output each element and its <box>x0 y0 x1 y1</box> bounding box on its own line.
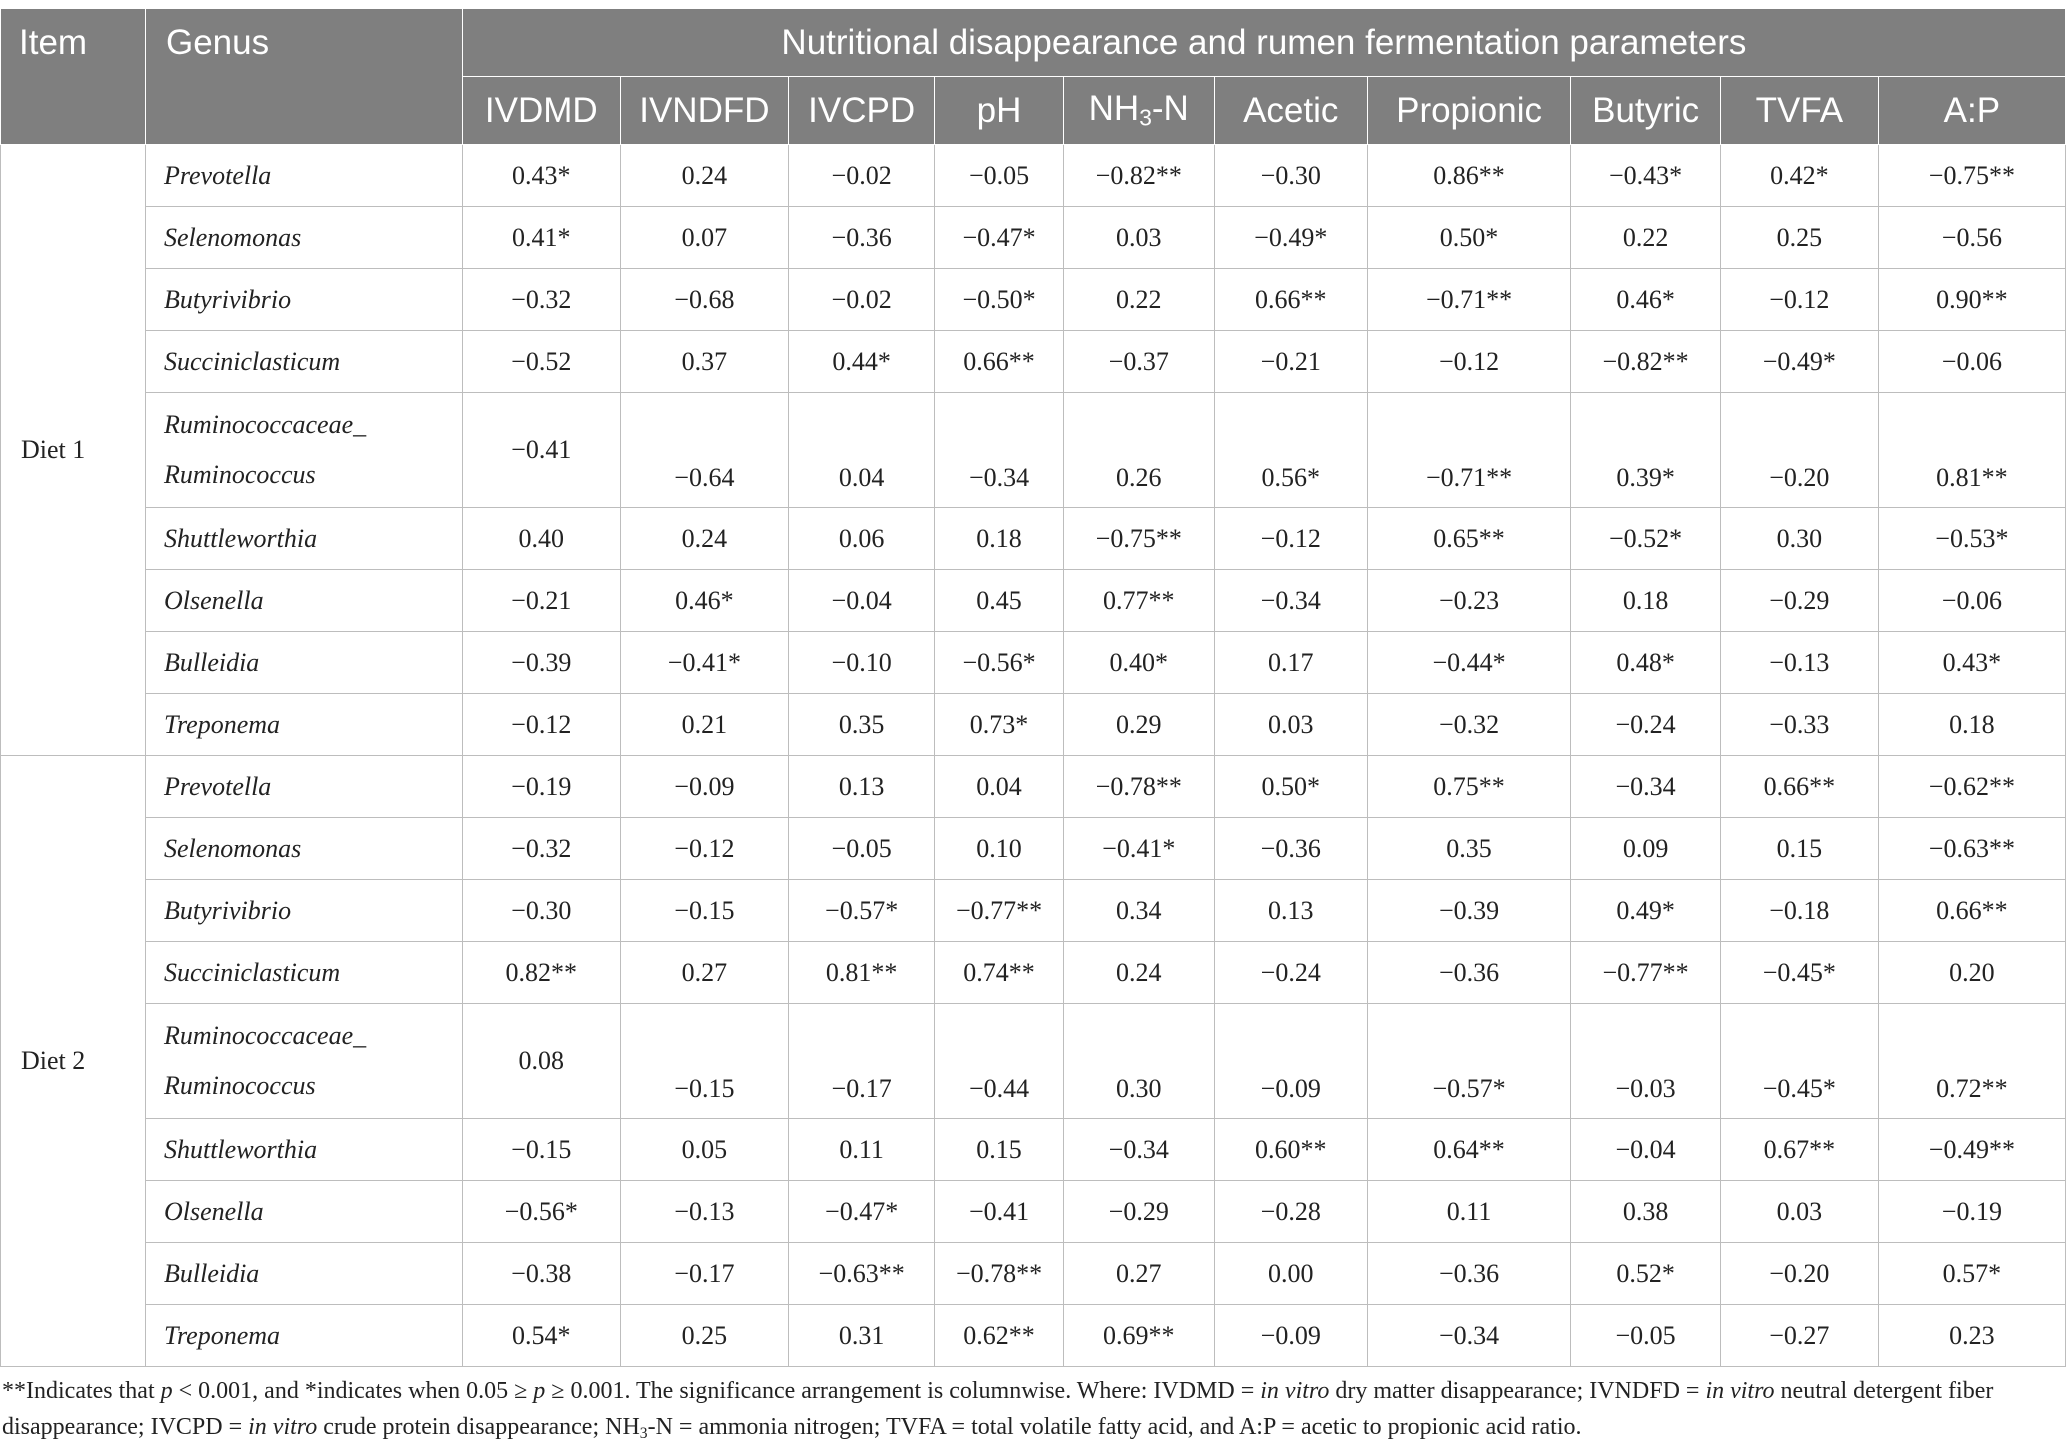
value-cell-ivdmd: 0.82** <box>462 942 620 1004</box>
value-cell-tvfa: −0.13 <box>1720 632 1878 694</box>
value-cell-propionic: 0.11 <box>1367 1181 1570 1243</box>
value-cell-nh3n: 0.24 <box>1063 942 1214 1004</box>
value-cell-ivcpd: 0.06 <box>789 508 935 570</box>
value-cell-ivndfd: −0.13 <box>620 1181 788 1243</box>
value-cell-ivndfd: 0.25 <box>620 1305 788 1367</box>
value-cell-ivdmd: −0.15 <box>462 1119 620 1181</box>
value-cell-propionic: −0.34 <box>1367 1305 1570 1367</box>
value-cell-ph: −0.50* <box>935 269 1064 331</box>
value-cell-butyric: 0.46* <box>1571 269 1721 331</box>
value-cell-propionic: −0.23 <box>1367 570 1570 632</box>
table-row <box>1 269 2066 331</box>
value-cell-ap: −0.56 <box>1878 207 2065 269</box>
table-row <box>1 1243 2066 1305</box>
value-cell-ivdmd: −0.21 <box>462 570 620 632</box>
value-cell-ivdmd: −0.41 <box>462 393 620 508</box>
value-cell-ap: −0.62** <box>1878 756 2065 818</box>
value-cell-nh3n: −0.41* <box>1063 818 1214 880</box>
value-cell-acetic: 0.13 <box>1214 880 1367 942</box>
genus-cell: Butyrivibrio <box>145 269 462 331</box>
value-cell-ivndfd: 0.24 <box>620 508 788 570</box>
value-cell-ivcpd: −0.63** <box>789 1243 935 1305</box>
value-cell-butyric: 0.48* <box>1571 632 1721 694</box>
value-cell-tvfa: −0.20 <box>1720 393 1878 508</box>
value-cell-ph: 0.18 <box>935 508 1064 570</box>
value-cell-propionic: −0.12 <box>1367 331 1570 393</box>
value-cell-butyric: 0.18 <box>1571 570 1721 632</box>
value-cell-ap: 0.57* <box>1878 1243 2065 1305</box>
value-cell-ivndfd: −0.15 <box>620 1004 788 1119</box>
genus-cell: Olsenella <box>145 570 462 632</box>
value-cell-ivcpd: −0.36 <box>789 207 935 269</box>
value-cell-butyric: −0.77** <box>1571 942 1721 1004</box>
value-cell-ivcpd: 0.31 <box>789 1305 935 1367</box>
table-row <box>1 570 2066 632</box>
value-cell-acetic: −0.24 <box>1214 942 1367 1004</box>
value-cell-nh3n: −0.78** <box>1063 756 1214 818</box>
value-cell-nh3n: −0.29 <box>1063 1181 1214 1243</box>
value-cell-acetic: −0.30 <box>1214 145 1367 207</box>
value-cell-ap: 0.43* <box>1878 632 2065 694</box>
value-cell-ivndfd: 0.07 <box>620 207 788 269</box>
value-cell-ap: −0.06 <box>1878 331 2065 393</box>
value-cell-ivcpd: −0.57* <box>789 880 935 942</box>
value-cell-acetic: −0.12 <box>1214 508 1367 570</box>
value-cell-nh3n: −0.37 <box>1063 331 1214 393</box>
value-cell-ap: 0.90** <box>1878 269 2065 331</box>
value-cell-ivcpd: 0.11 <box>789 1119 935 1181</box>
genus-cell: Selenomonas <box>145 818 462 880</box>
value-cell-butyric: −0.04 <box>1571 1119 1721 1181</box>
genus-cell: Succiniclasticum <box>145 942 462 1004</box>
diet-group-label: Diet 2 <box>1 756 146 1367</box>
value-cell-ivndfd: −0.09 <box>620 756 788 818</box>
value-cell-tvfa: −0.45* <box>1720 942 1878 1004</box>
value-cell-ph: −0.05 <box>935 145 1064 207</box>
table-row <box>1 331 2066 393</box>
table-footnote: **Indicates that p < 0.001, and *indicates when 0.05 ≥ p ≥ 0.001. The significance arrangement is columnwise. Where: IVDMD = in vitro dry matter disappearance; IVNDFD = in vitro neutral detergent fiber disappearance; IVCPD = in vitro crude protein disappearance; $NH_3-N$ = ammonia nitrogen; TVFA = total volatile fatty acid, and A:P = acetic to propionic acid ratio. <box>2 1378 1994 1442</box>
value-cell-ivdmd: −0.12 <box>462 694 620 756</box>
value-cell-butyric: −0.05 <box>1571 1305 1721 1367</box>
header-col-ph: pH <box>935 77 1064 145</box>
value-cell-ivndfd: 0.37 <box>620 331 788 393</box>
value-cell-acetic: −0.36 <box>1214 818 1367 880</box>
value-cell-ivcpd: −0.47* <box>789 1181 935 1243</box>
genus-cell <box>145 1004 462 1119</box>
value-cell-ivndfd: −0.17 <box>620 1243 788 1305</box>
value-cell-ivcpd: −0.10 <box>789 632 935 694</box>
header-col-acetic: Acetic <box>1214 77 1367 145</box>
value-cell-ivdmd: −0.52 <box>462 331 620 393</box>
value-cell-tvfa: 0.67** <box>1720 1119 1878 1181</box>
genus-name-line1: Ruminococcaceae_ <box>163 1021 367 1050</box>
value-cell-ivdmd: −0.39 <box>462 632 620 694</box>
value-cell-nh3n: 0.03 <box>1063 207 1214 269</box>
value-cell-ap: 0.66** <box>1878 880 2065 942</box>
value-cell-ap: 0.81** <box>1878 393 2065 508</box>
value-cell-ivndfd: −0.41* <box>620 632 788 694</box>
value-cell-propionic: 0.65** <box>1367 508 1570 570</box>
genus-cell: Succiniclasticum <box>145 331 462 393</box>
value-cell-nh3n: −0.82** <box>1063 145 1214 207</box>
value-cell-ivndfd: 0.24 <box>620 145 788 207</box>
value-cell-ivcpd: 0.04 <box>789 393 935 508</box>
value-cell-nh3n: 0.30 <box>1063 1004 1214 1119</box>
value-cell-tvfa: 0.03 <box>1720 1181 1878 1243</box>
value-cell-ivndfd: −0.15 <box>620 880 788 942</box>
value-cell-butyric: −0.03 <box>1571 1004 1721 1119</box>
genus-name-line2: Ruminococcus <box>163 460 316 489</box>
table-row <box>1 694 2066 756</box>
table-row <box>1 1181 2066 1243</box>
value-cell-ph: −0.41 <box>935 1181 1064 1243</box>
value-cell-ap: −0.75** <box>1878 145 2065 207</box>
value-cell-acetic: −0.09 <box>1214 1305 1367 1367</box>
value-cell-ph: 0.73* <box>935 694 1064 756</box>
genus-cell: Bulleidia <box>145 632 462 694</box>
value-cell-acetic: −0.28 <box>1214 1181 1367 1243</box>
value-cell-acetic: −0.34 <box>1214 570 1367 632</box>
value-cell-butyric: 0.38 <box>1571 1181 1721 1243</box>
value-cell-tvfa: −0.27 <box>1720 1305 1878 1367</box>
table-body <box>1 145 2066 1367</box>
value-cell-ivcpd: −0.17 <box>789 1004 935 1119</box>
header-group-title: Nutritional disappearance and rumen fermentation parameters <box>462 9 2065 77</box>
value-cell-ph: −0.44 <box>935 1004 1064 1119</box>
value-cell-ivndfd: 0.27 <box>620 942 788 1004</box>
value-cell-ph: −0.78** <box>935 1243 1064 1305</box>
value-cell-ivdmd: 0.43* <box>462 145 620 207</box>
header-col-tvfa: TVFA <box>1720 77 1878 145</box>
genus-cell: Treponema <box>145 694 462 756</box>
header-col-nh3n: $NH_3-N$ <box>1063 77 1214 145</box>
value-cell-tvfa: −0.45* <box>1720 1004 1878 1119</box>
value-cell-ivcpd: 0.44* <box>789 331 935 393</box>
table-row <box>1 207 2066 269</box>
value-cell-ivndfd: 0.46* <box>620 570 788 632</box>
value-cell-propionic: −0.71** <box>1367 269 1570 331</box>
value-cell-acetic: 0.60** <box>1214 1119 1367 1181</box>
table-row <box>1 880 2066 942</box>
value-cell-butyric: −0.43* <box>1571 145 1721 207</box>
value-cell-nh3n: 0.69** <box>1063 1305 1214 1367</box>
diet-group-label: Diet 1 <box>1 145 146 756</box>
value-cell-propionic: −0.39 <box>1367 880 1570 942</box>
value-cell-ph: 0.45 <box>935 570 1064 632</box>
header-col-ivdmd: IVDMD <box>462 77 620 145</box>
value-cell-butyric: −0.34 <box>1571 756 1721 818</box>
value-cell-ivdmd: −0.32 <box>462 269 620 331</box>
correlation-table <box>0 8 2066 1367</box>
table-row <box>1 145 2066 207</box>
value-cell-ivcpd: −0.02 <box>789 269 935 331</box>
value-cell-ph: 0.10 <box>935 818 1064 880</box>
header-col-propionic: Propionic <box>1367 77 1570 145</box>
table-row <box>1 632 2066 694</box>
value-cell-propionic: −0.57* <box>1367 1004 1570 1119</box>
value-cell-butyric: 0.22 <box>1571 207 1721 269</box>
value-cell-ivdmd: −0.30 <box>462 880 620 942</box>
value-cell-propionic: −0.36 <box>1367 1243 1570 1305</box>
genus-cell: Bulleidia <box>145 1243 462 1305</box>
genus-cell: Selenomonas <box>145 207 462 269</box>
value-cell-ap: −0.06 <box>1878 570 2065 632</box>
value-cell-ap: 0.23 <box>1878 1305 2065 1367</box>
value-cell-butyric: 0.09 <box>1571 818 1721 880</box>
value-cell-ap: −0.53* <box>1878 508 2065 570</box>
value-cell-ivdmd: −0.32 <box>462 818 620 880</box>
header-genus: Genus <box>145 9 462 145</box>
genus-cell: Shuttleworthia <box>145 508 462 570</box>
value-cell-ap: 0.72** <box>1878 1004 2065 1119</box>
value-cell-acetic: 0.56* <box>1214 393 1367 508</box>
value-cell-ap: −0.63** <box>1878 818 2065 880</box>
value-cell-acetic: 0.50* <box>1214 756 1367 818</box>
value-cell-propionic: 0.75** <box>1367 756 1570 818</box>
value-cell-ap: −0.19 <box>1878 1181 2065 1243</box>
header-col-ivndfd: IVNDFD <box>620 77 788 145</box>
value-cell-tvfa: 0.15 <box>1720 818 1878 880</box>
genus-name-line1: Ruminococcaceae_ <box>163 410 367 439</box>
value-cell-nh3n: 0.22 <box>1063 269 1214 331</box>
value-cell-tvfa: 0.30 <box>1720 508 1878 570</box>
value-cell-ivdmd: 0.41* <box>462 207 620 269</box>
value-cell-ivndfd: −0.64 <box>620 393 788 508</box>
genus-name-line2: Ruminococcus <box>163 1071 316 1100</box>
value-cell-butyric: −0.82** <box>1571 331 1721 393</box>
value-cell-propionic: −0.36 <box>1367 942 1570 1004</box>
header-col-ap: A:P <box>1878 77 2065 145</box>
value-cell-ivcpd: −0.05 <box>789 818 935 880</box>
genus-cell: Shuttleworthia <box>145 1119 462 1181</box>
value-cell-propionic: −0.71** <box>1367 393 1570 508</box>
table-row <box>1 818 2066 880</box>
value-cell-butyric: −0.52* <box>1571 508 1721 570</box>
genus-cell: Prevotella <box>145 145 462 207</box>
value-cell-ivdmd: 0.40 <box>462 508 620 570</box>
value-cell-nh3n: −0.75** <box>1063 508 1214 570</box>
table-row <box>1 1119 2066 1181</box>
value-cell-ph: 0.04 <box>935 756 1064 818</box>
value-cell-propionic: 0.50* <box>1367 207 1570 269</box>
value-cell-propionic: 0.35 <box>1367 818 1570 880</box>
value-cell-tvfa: −0.20 <box>1720 1243 1878 1305</box>
value-cell-tvfa: −0.18 <box>1720 880 1878 942</box>
value-cell-propionic: −0.32 <box>1367 694 1570 756</box>
value-cell-nh3n: −0.34 <box>1063 1119 1214 1181</box>
value-cell-ivndfd: −0.68 <box>620 269 788 331</box>
value-cell-acetic: 0.03 <box>1214 694 1367 756</box>
value-cell-ph: −0.56* <box>935 632 1064 694</box>
value-cell-propionic: 0.64** <box>1367 1119 1570 1181</box>
value-cell-nh3n: 0.29 <box>1063 694 1214 756</box>
value-cell-ap: −0.49** <box>1878 1119 2065 1181</box>
value-cell-ph: −0.34 <box>935 393 1064 508</box>
value-cell-tvfa: 0.25 <box>1720 207 1878 269</box>
value-cell-ph: 0.15 <box>935 1119 1064 1181</box>
value-cell-nh3n: 0.40* <box>1063 632 1214 694</box>
value-cell-butyric: 0.49* <box>1571 880 1721 942</box>
value-cell-ph: 0.62** <box>935 1305 1064 1367</box>
value-cell-acetic: 0.17 <box>1214 632 1367 694</box>
value-cell-tvfa: −0.29 <box>1720 570 1878 632</box>
value-cell-acetic: 0.66** <box>1214 269 1367 331</box>
value-cell-ph: 0.74** <box>935 942 1064 1004</box>
value-cell-nh3n: 0.77** <box>1063 570 1214 632</box>
value-cell-ap: 0.18 <box>1878 694 2065 756</box>
value-cell-ivdmd: −0.38 <box>462 1243 620 1305</box>
value-cell-acetic: −0.09 <box>1214 1004 1367 1119</box>
value-cell-ivdmd: 0.54* <box>462 1305 620 1367</box>
value-cell-ph: −0.47* <box>935 207 1064 269</box>
table-row <box>1 942 2066 1004</box>
genus-cell <box>145 393 462 508</box>
value-cell-propionic: 0.86** <box>1367 145 1570 207</box>
table-row <box>1 1305 2066 1367</box>
value-cell-ivcpd: 0.13 <box>789 756 935 818</box>
value-cell-butyric: 0.52* <box>1571 1243 1721 1305</box>
value-cell-tvfa: 0.42* <box>1720 145 1878 207</box>
value-cell-ph: −0.77** <box>935 880 1064 942</box>
value-cell-ivcpd: 0.35 <box>789 694 935 756</box>
value-cell-acetic: 0.00 <box>1214 1243 1367 1305</box>
table-row <box>1 508 2066 570</box>
header-col-butyric: Butyric <box>1571 77 1721 145</box>
value-cell-ivndfd: 0.05 <box>620 1119 788 1181</box>
genus-cell: Prevotella <box>145 756 462 818</box>
value-cell-tvfa: −0.49* <box>1720 331 1878 393</box>
genus-cell: Butyrivibrio <box>145 880 462 942</box>
table-row <box>1 1004 2066 1119</box>
value-cell-ivdmd: −0.19 <box>462 756 620 818</box>
value-cell-nh3n: 0.27 <box>1063 1243 1214 1305</box>
value-cell-ivcpd: 0.81** <box>789 942 935 1004</box>
table-row <box>1 393 2066 508</box>
value-cell-acetic: −0.21 <box>1214 331 1367 393</box>
value-cell-nh3n: 0.34 <box>1063 880 1214 942</box>
value-cell-tvfa: 0.66** <box>1720 756 1878 818</box>
value-cell-acetic: −0.49* <box>1214 207 1367 269</box>
header-col-ivcpd: IVCPD <box>789 77 935 145</box>
value-cell-ph: 0.66** <box>935 331 1064 393</box>
value-cell-ivcpd: −0.02 <box>789 145 935 207</box>
table-row <box>1 756 2066 818</box>
value-cell-butyric: 0.39* <box>1571 393 1721 508</box>
value-cell-ap: 0.20 <box>1878 942 2065 1004</box>
value-cell-tvfa: −0.12 <box>1720 269 1878 331</box>
value-cell-ivcpd: −0.04 <box>789 570 935 632</box>
value-cell-nh3n: 0.26 <box>1063 393 1214 508</box>
value-cell-tvfa: −0.33 <box>1720 694 1878 756</box>
value-cell-ivndfd: −0.12 <box>620 818 788 880</box>
value-cell-propionic: −0.44* <box>1367 632 1570 694</box>
genus-cell: Treponema <box>145 1305 462 1367</box>
header-item: Item <box>1 9 146 145</box>
value-cell-butyric: −0.24 <box>1571 694 1721 756</box>
genus-cell: Olsenella <box>145 1181 462 1243</box>
value-cell-ivdmd: −0.56* <box>462 1181 620 1243</box>
value-cell-ivndfd: 0.21 <box>620 694 788 756</box>
value-cell-ivdmd: 0.08 <box>462 1004 620 1119</box>
